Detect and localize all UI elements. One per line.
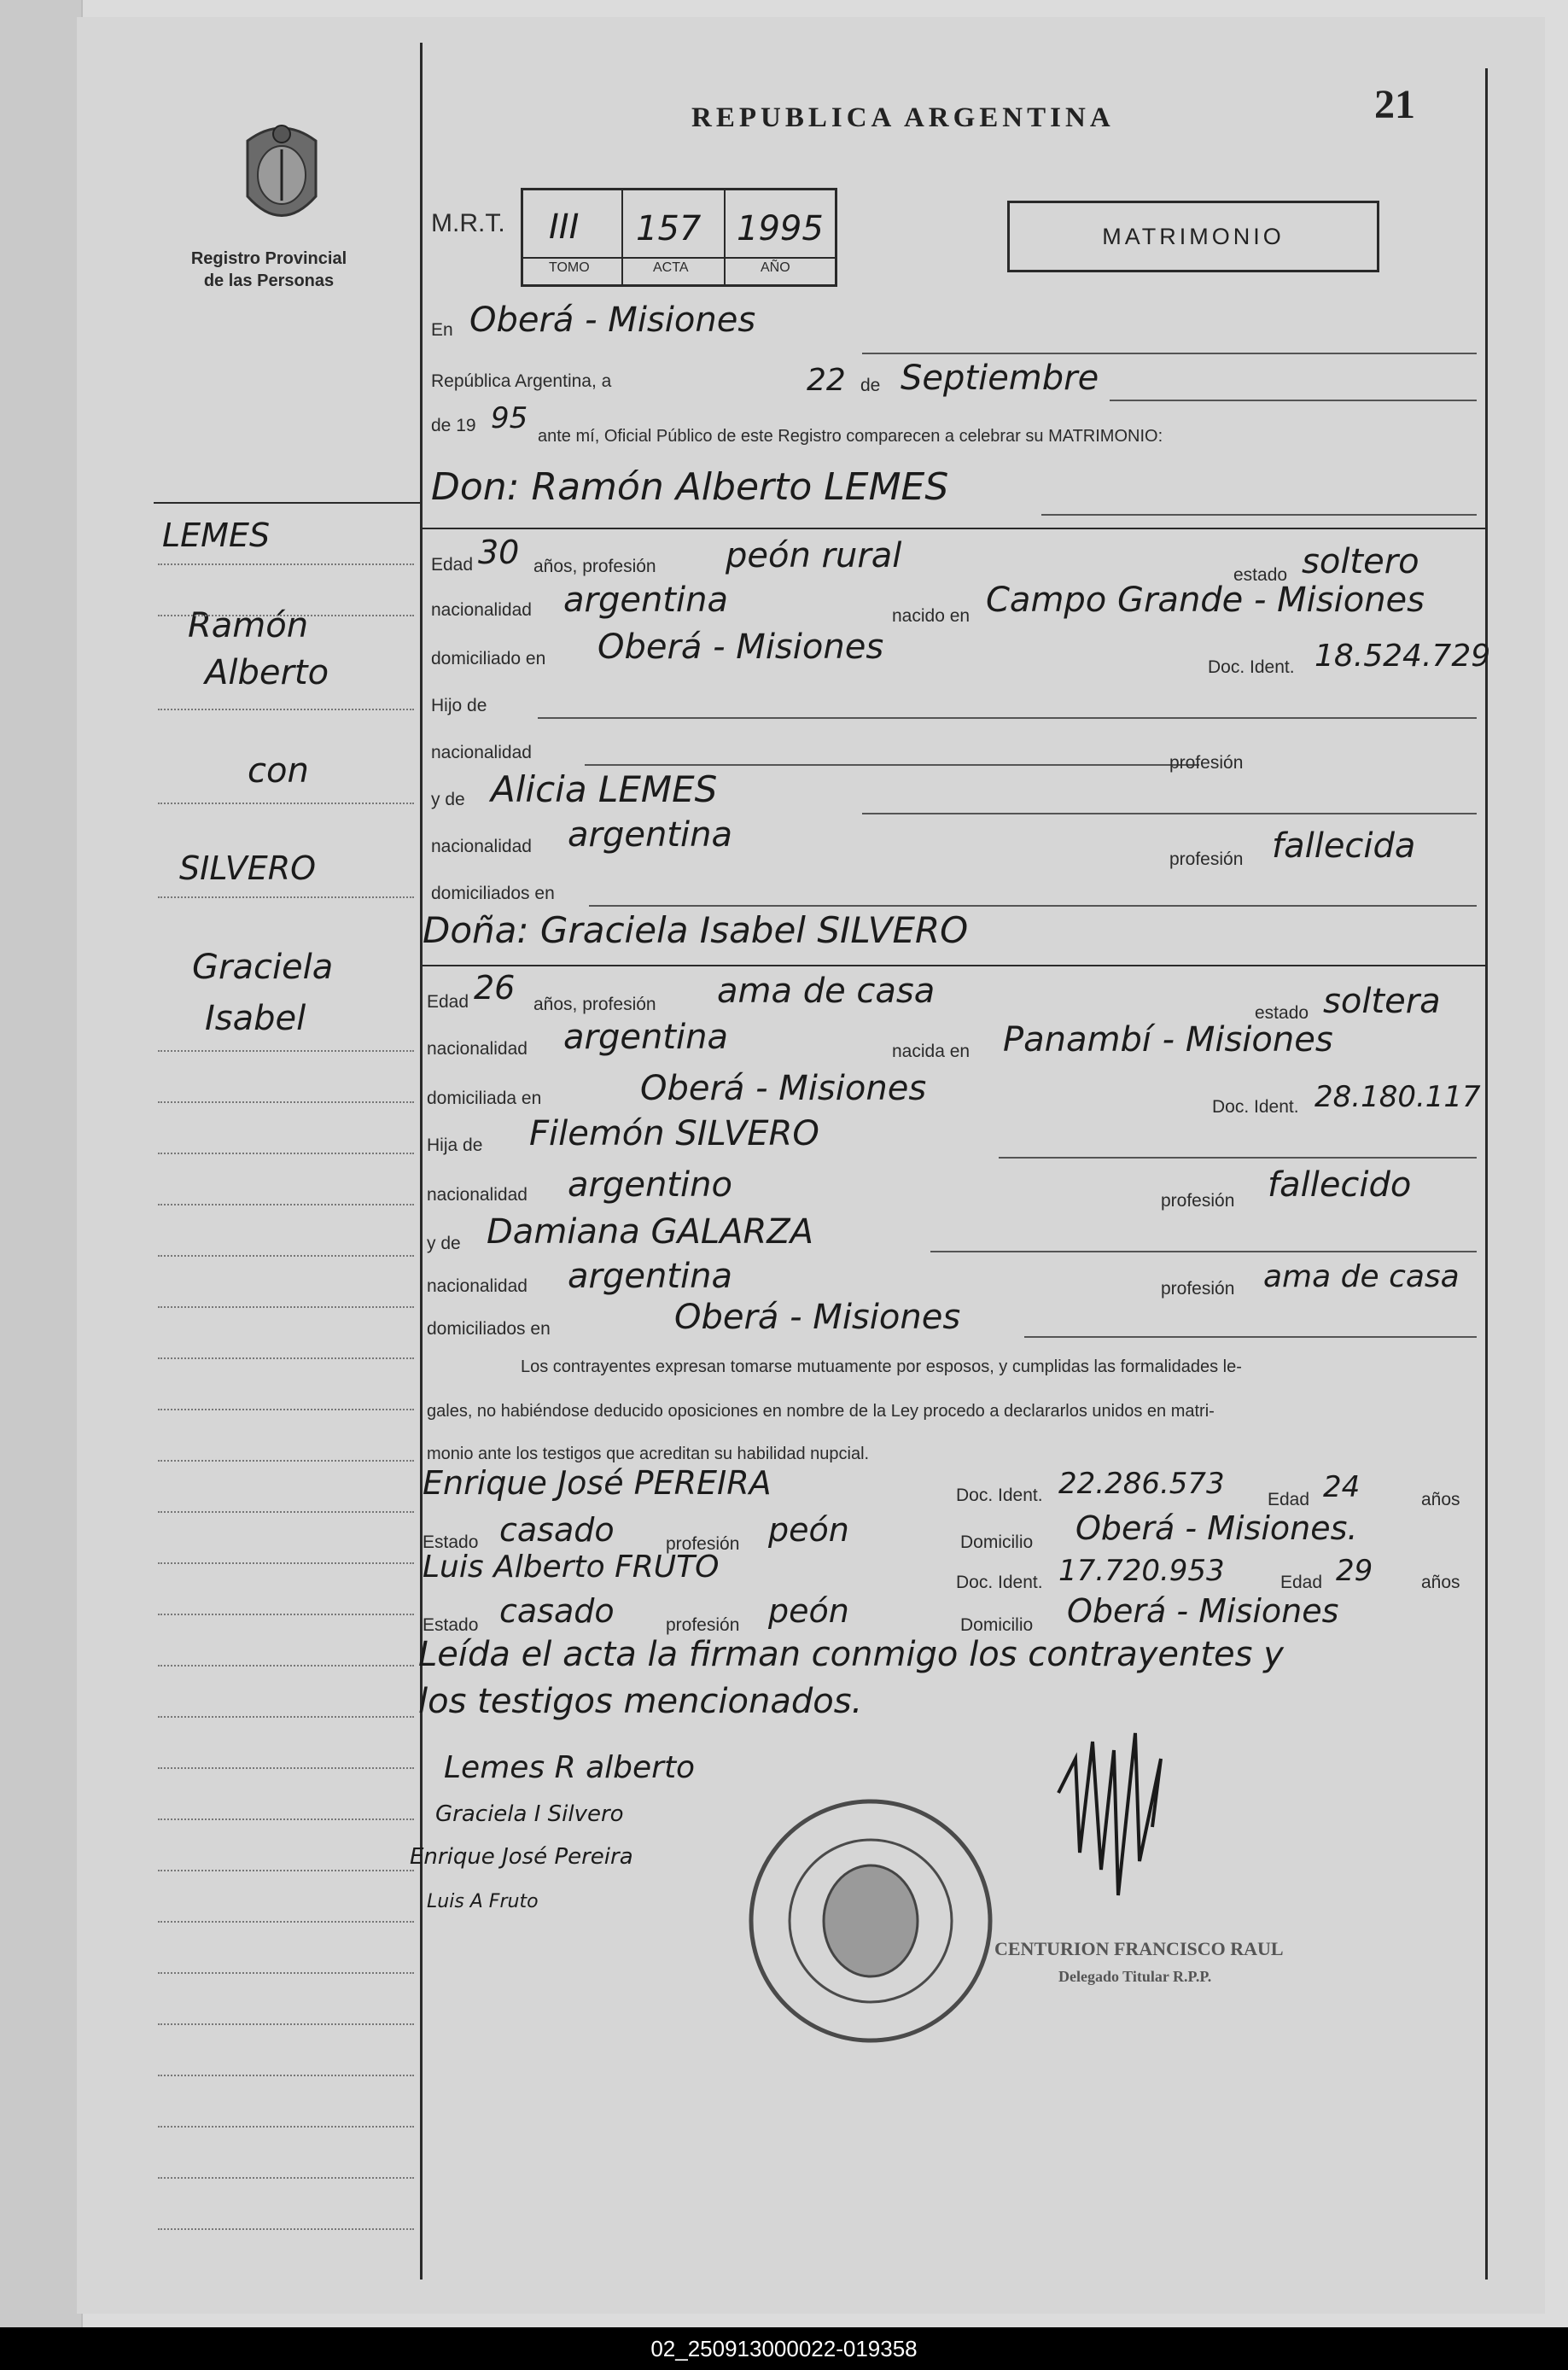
witness-1-edad-label: Edad: [1268, 1490, 1310, 1509]
republica-label: República Argentina, a: [431, 371, 612, 391]
place-value: Oberá - Misiones: [469, 301, 756, 340]
closing-line-2: los testigos mencionados.: [418, 1682, 863, 1721]
husband-mother-nac: argentina: [568, 815, 732, 855]
wife-father-nac: argentino: [568, 1165, 732, 1205]
folio-number: 21: [1374, 82, 1415, 127]
witness-2-estado-label: Estado: [423, 1615, 479, 1635]
fill-line: [1110, 400, 1477, 401]
witness-1-domicilio-label: Domicilio: [960, 1532, 1034, 1552]
witness-2-profesion-label: profesión: [666, 1615, 740, 1635]
margin-dotted-line: [158, 1921, 414, 1923]
witness-1-anos-label: años: [1421, 1490, 1460, 1509]
month-value: Septiembre: [901, 359, 1099, 398]
record-number-box: [521, 188, 837, 287]
witness-2-edad: 29: [1336, 1554, 1373, 1588]
wife-domicilio-label: domiciliada en: [427, 1089, 542, 1108]
wife-father-prof-label: profesión: [1161, 1191, 1235, 1211]
fill-line: [585, 764, 1199, 766]
margin-dotted-line: [158, 1562, 414, 1564]
witness-1-edad: 24: [1323, 1470, 1361, 1504]
wife-nacionalidad: argentina: [563, 1018, 728, 1057]
margin-dotted-line: [158, 1101, 414, 1103]
registry-line-2: de las Personas: [203, 271, 335, 290]
husband-parents-dom-label: domiciliados en: [431, 884, 555, 903]
en-label: En: [431, 320, 453, 340]
acta-value: 157: [636, 209, 702, 248]
margin-dotted-line: [158, 563, 414, 565]
witness-1-doc-label: Doc. Ident.: [956, 1486, 1043, 1505]
margin-dotted-line: [158, 709, 414, 710]
year-prefix: de 19: [431, 416, 476, 435]
margin-husband-name-2: Alberto: [205, 653, 329, 692]
margin-dotted-line: [158, 1716, 414, 1718]
wife-estado-label: estado: [1255, 1003, 1309, 1023]
wife-father-prof: fallecido: [1268, 1165, 1412, 1205]
signature-witness-1: Enrique José Pereira: [410, 1844, 633, 1870]
fill-line: [999, 1157, 1477, 1159]
husband-profesion-label: años, profesión: [533, 557, 656, 576]
husband-hijo-label: Hijo de: [431, 696, 487, 715]
margin-dotted-line: [158, 615, 414, 616]
wife-parents-dom: Oberá - Misiones: [674, 1298, 961, 1337]
witness-1-estado: casado: [499, 1511, 615, 1549]
tomo-label: TOMO: [549, 260, 590, 275]
margin-dotted-line: [158, 1357, 414, 1359]
right-vertical-rule: [1485, 68, 1488, 2280]
ano-value: 1995: [737, 209, 824, 248]
wife-parents-dom-label: domiciliados en: [427, 1319, 551, 1339]
ano-label: AÑO: [761, 260, 790, 275]
de-label: de: [860, 376, 881, 395]
footer-caption: 02_250913000022-019358: [0, 2327, 1568, 2370]
margin-dotted-line: [158, 803, 414, 804]
husband-nacionalidad-label: nacionalidad: [431, 600, 532, 620]
margin-dotted-line: [158, 1204, 414, 1205]
margin-top-rule: [154, 502, 423, 504]
witness-1-domicilio: Oberá - Misiones.: [1075, 1509, 1358, 1547]
wife-mother-prof: ama de casa: [1263, 1259, 1460, 1294]
document-page: [77, 17, 1545, 2314]
country-heading: REPUBLICA ARGENTINA: [691, 102, 1115, 133]
witness-1-doc: 22.286.573: [1058, 1467, 1225, 1501]
husband-father-prof-label: profesión: [1169, 753, 1244, 773]
margin-wife-name-2: Isabel: [205, 999, 306, 1038]
witness-2-doc-label: Doc. Ident.: [956, 1573, 1043, 1592]
husband-profesion: peón rural: [726, 536, 902, 575]
witness-1-estado-label: Estado: [423, 1532, 479, 1552]
margin-dotted-line: [158, 2075, 414, 2076]
margin-dotted-line: [158, 1460, 414, 1462]
margin-wife-name-1: Graciela: [192, 948, 334, 987]
husband-mother-nac-label: nacionalidad: [431, 837, 532, 856]
margin-dotted-line: [158, 1409, 414, 1410]
husband-nacido: Campo Grande - Misiones: [986, 581, 1425, 620]
margin-dotted-line: [158, 1972, 414, 1974]
margin-dotted-line: [158, 1665, 414, 1667]
husband-father-nac-label: nacionalidad: [431, 743, 532, 762]
wife-edad-label: Edad: [427, 992, 469, 1012]
wife-father-nac-label: nacionalidad: [427, 1185, 528, 1205]
margin-wife-surname: SILVERO: [179, 849, 317, 887]
wife-rule: [423, 965, 1485, 966]
husband-mother-prof-label: profesión: [1169, 849, 1244, 869]
margin-dotted-line: [158, 2126, 414, 2128]
margin-dotted-line: [158, 2228, 414, 2230]
wife-doc-label: Doc. Ident.: [1212, 1097, 1299, 1117]
registry-line-1: Registro Provincial: [190, 249, 347, 268]
wife-mother-nac: argentina: [568, 1257, 732, 1296]
husband-edad: 30: [478, 534, 520, 571]
fill-line: [862, 813, 1477, 814]
margin-dotted-line: [158, 1511, 414, 1513]
wife-name: Doña: Graciela Isabel SILVERO: [423, 909, 969, 951]
margin-husband-surname: LEMES: [162, 517, 271, 554]
acta-label: ACTA: [653, 260, 689, 275]
husband-domicilio-label: domiciliado en: [431, 649, 546, 668]
witness-2-doc: 17.720.953: [1058, 1554, 1225, 1588]
stamp-official-name: CENTURION FRANCISCO RAUL: [994, 1938, 1284, 1959]
husband-domicilio: Oberá - Misiones: [597, 628, 884, 667]
wife-nacida-label: nacida en: [892, 1042, 971, 1061]
mrt-label: M.R.T.: [431, 209, 505, 237]
stamp-official-title: Delegado Titular R.P.P.: [1058, 1968, 1212, 1985]
wife-hija-label: Hija de: [427, 1135, 483, 1155]
witness-2-name: Luis Alberto FRUTO: [423, 1550, 720, 1585]
witness-1-name: Enrique José PEREIRA: [423, 1464, 772, 1502]
signature-wife: Graciela I Silvero: [435, 1801, 624, 1827]
wife-mother: Damiana GALARZA: [487, 1212, 814, 1252]
husband-rule: [423, 528, 1485, 529]
official-seal-icon: [743, 1793, 999, 2049]
wife-doc: 28.180.117: [1314, 1080, 1481, 1114]
official-signature: [1041, 1725, 1212, 1921]
wife-nacionalidad-label: nacionalidad: [427, 1039, 528, 1059]
wife-edad: 26: [474, 969, 516, 1007]
margin-dotted-line: [158, 2177, 414, 2179]
margin-dotted-line: [158, 896, 414, 898]
margin-dotted-line: [158, 1767, 414, 1769]
page-binding: [0, 0, 83, 2370]
wife-estado: soltera: [1323, 982, 1441, 1021]
witness-2-estado: casado: [499, 1592, 615, 1630]
closing-line-1: Leída el acta la firman conmigo los contrayentes y: [418, 1635, 1284, 1674]
margin-dotted-line: [158, 1306, 414, 1308]
margin-dotted-line: [158, 1255, 414, 1257]
declaration-line-3: monio ante los testigos que acreditan su habilidad nupcial.: [427, 1445, 870, 1463]
witness-1-profesion-label: profesión: [666, 1534, 740, 1554]
wife-nacida: Panambí - Misiones: [1003, 1020, 1333, 1059]
wife-domicilio: Oberá - Misiones: [640, 1069, 927, 1108]
margin-dotted-line: [158, 1818, 414, 1820]
declaration-line-2: gales, no habiéndose deducido oposiciones en nombre de la Ley procedo a declararlos unidos en matri-: [427, 1402, 1215, 1421]
husband-nacionalidad: argentina: [563, 581, 728, 620]
wife-father: Filemón SILVERO: [529, 1114, 819, 1153]
husband-mother-label: y de: [431, 790, 465, 809]
year-suffix: 95: [491, 401, 528, 435]
margin-dotted-line: [158, 1153, 414, 1154]
tomo-value: III: [549, 207, 580, 247]
margin-husband-name-1: Ramón: [188, 606, 309, 645]
margin-dotted-line: [158, 1870, 414, 1871]
day-value: 22: [807, 363, 846, 398]
husband-edad-label: Edad: [431, 555, 474, 575]
fill-line: [538, 717, 1477, 719]
wife-mother-nac-label: nacionalidad: [427, 1276, 528, 1296]
registry-label: [188, 248, 350, 292]
fill-line: [862, 353, 1477, 354]
signature-husband: Lemes R alberto: [444, 1750, 696, 1785]
husband-mother-prof: fallecida: [1272, 826, 1416, 866]
husband-name: Don: Ramón Alberto LEMES: [431, 465, 949, 509]
margin-con: con: [248, 751, 309, 791]
wife-mother-prof-label: profesión: [1161, 1279, 1235, 1299]
fill-line: [930, 1251, 1477, 1252]
declaration-line-1: Los contrayentes expresan tomarse mutuamente por esposos, y cumplidas las formalidades le-: [521, 1357, 1242, 1376]
left-vertical-rule: [420, 43, 423, 2280]
margin-dotted-line: [158, 1050, 414, 1052]
witness-2-domicilio-label: Domicilio: [960, 1615, 1034, 1635]
witness-2-anos-label: años: [1421, 1573, 1460, 1592]
witness-2-edad-label: Edad: [1280, 1573, 1323, 1592]
matrimonio-box: MATRIMONIO: [1007, 201, 1379, 272]
husband-estado: soltero: [1302, 542, 1419, 581]
husband-estado-label: estado: [1233, 565, 1288, 585]
husband-doc-label: Doc. Ident.: [1208, 657, 1295, 677]
fill-line: [1024, 1336, 1477, 1338]
wife-mother-label: y de: [427, 1234, 461, 1253]
husband-mother: Alicia LEMES: [491, 768, 718, 810]
witness-2-domicilio: Oberá - Misiones: [1067, 1592, 1339, 1630]
witness-2-profesion: peón: [768, 1592, 849, 1630]
fill-line: [1041, 514, 1477, 516]
coat-of-arms-icon: [230, 115, 333, 243]
margin-dotted-line: [158, 1614, 414, 1615]
signature-witness-2: Luis A Fruto: [427, 1891, 539, 1912]
fill-line: [589, 905, 1477, 907]
wife-profesion: ama de casa: [717, 972, 936, 1011]
witness-1-profesion: peón: [768, 1511, 849, 1549]
wife-profesion-label: años, profesión: [533, 995, 656, 1014]
husband-doc: 18.524.729: [1314, 639, 1491, 674]
husband-nacido-label: nacido en: [892, 606, 971, 626]
margin-dotted-line: [158, 2023, 414, 2025]
intro-statement: ante mí, Oficial Público de este Registro comparecen a celebrar su MATRIMONIO:: [538, 427, 1163, 446]
